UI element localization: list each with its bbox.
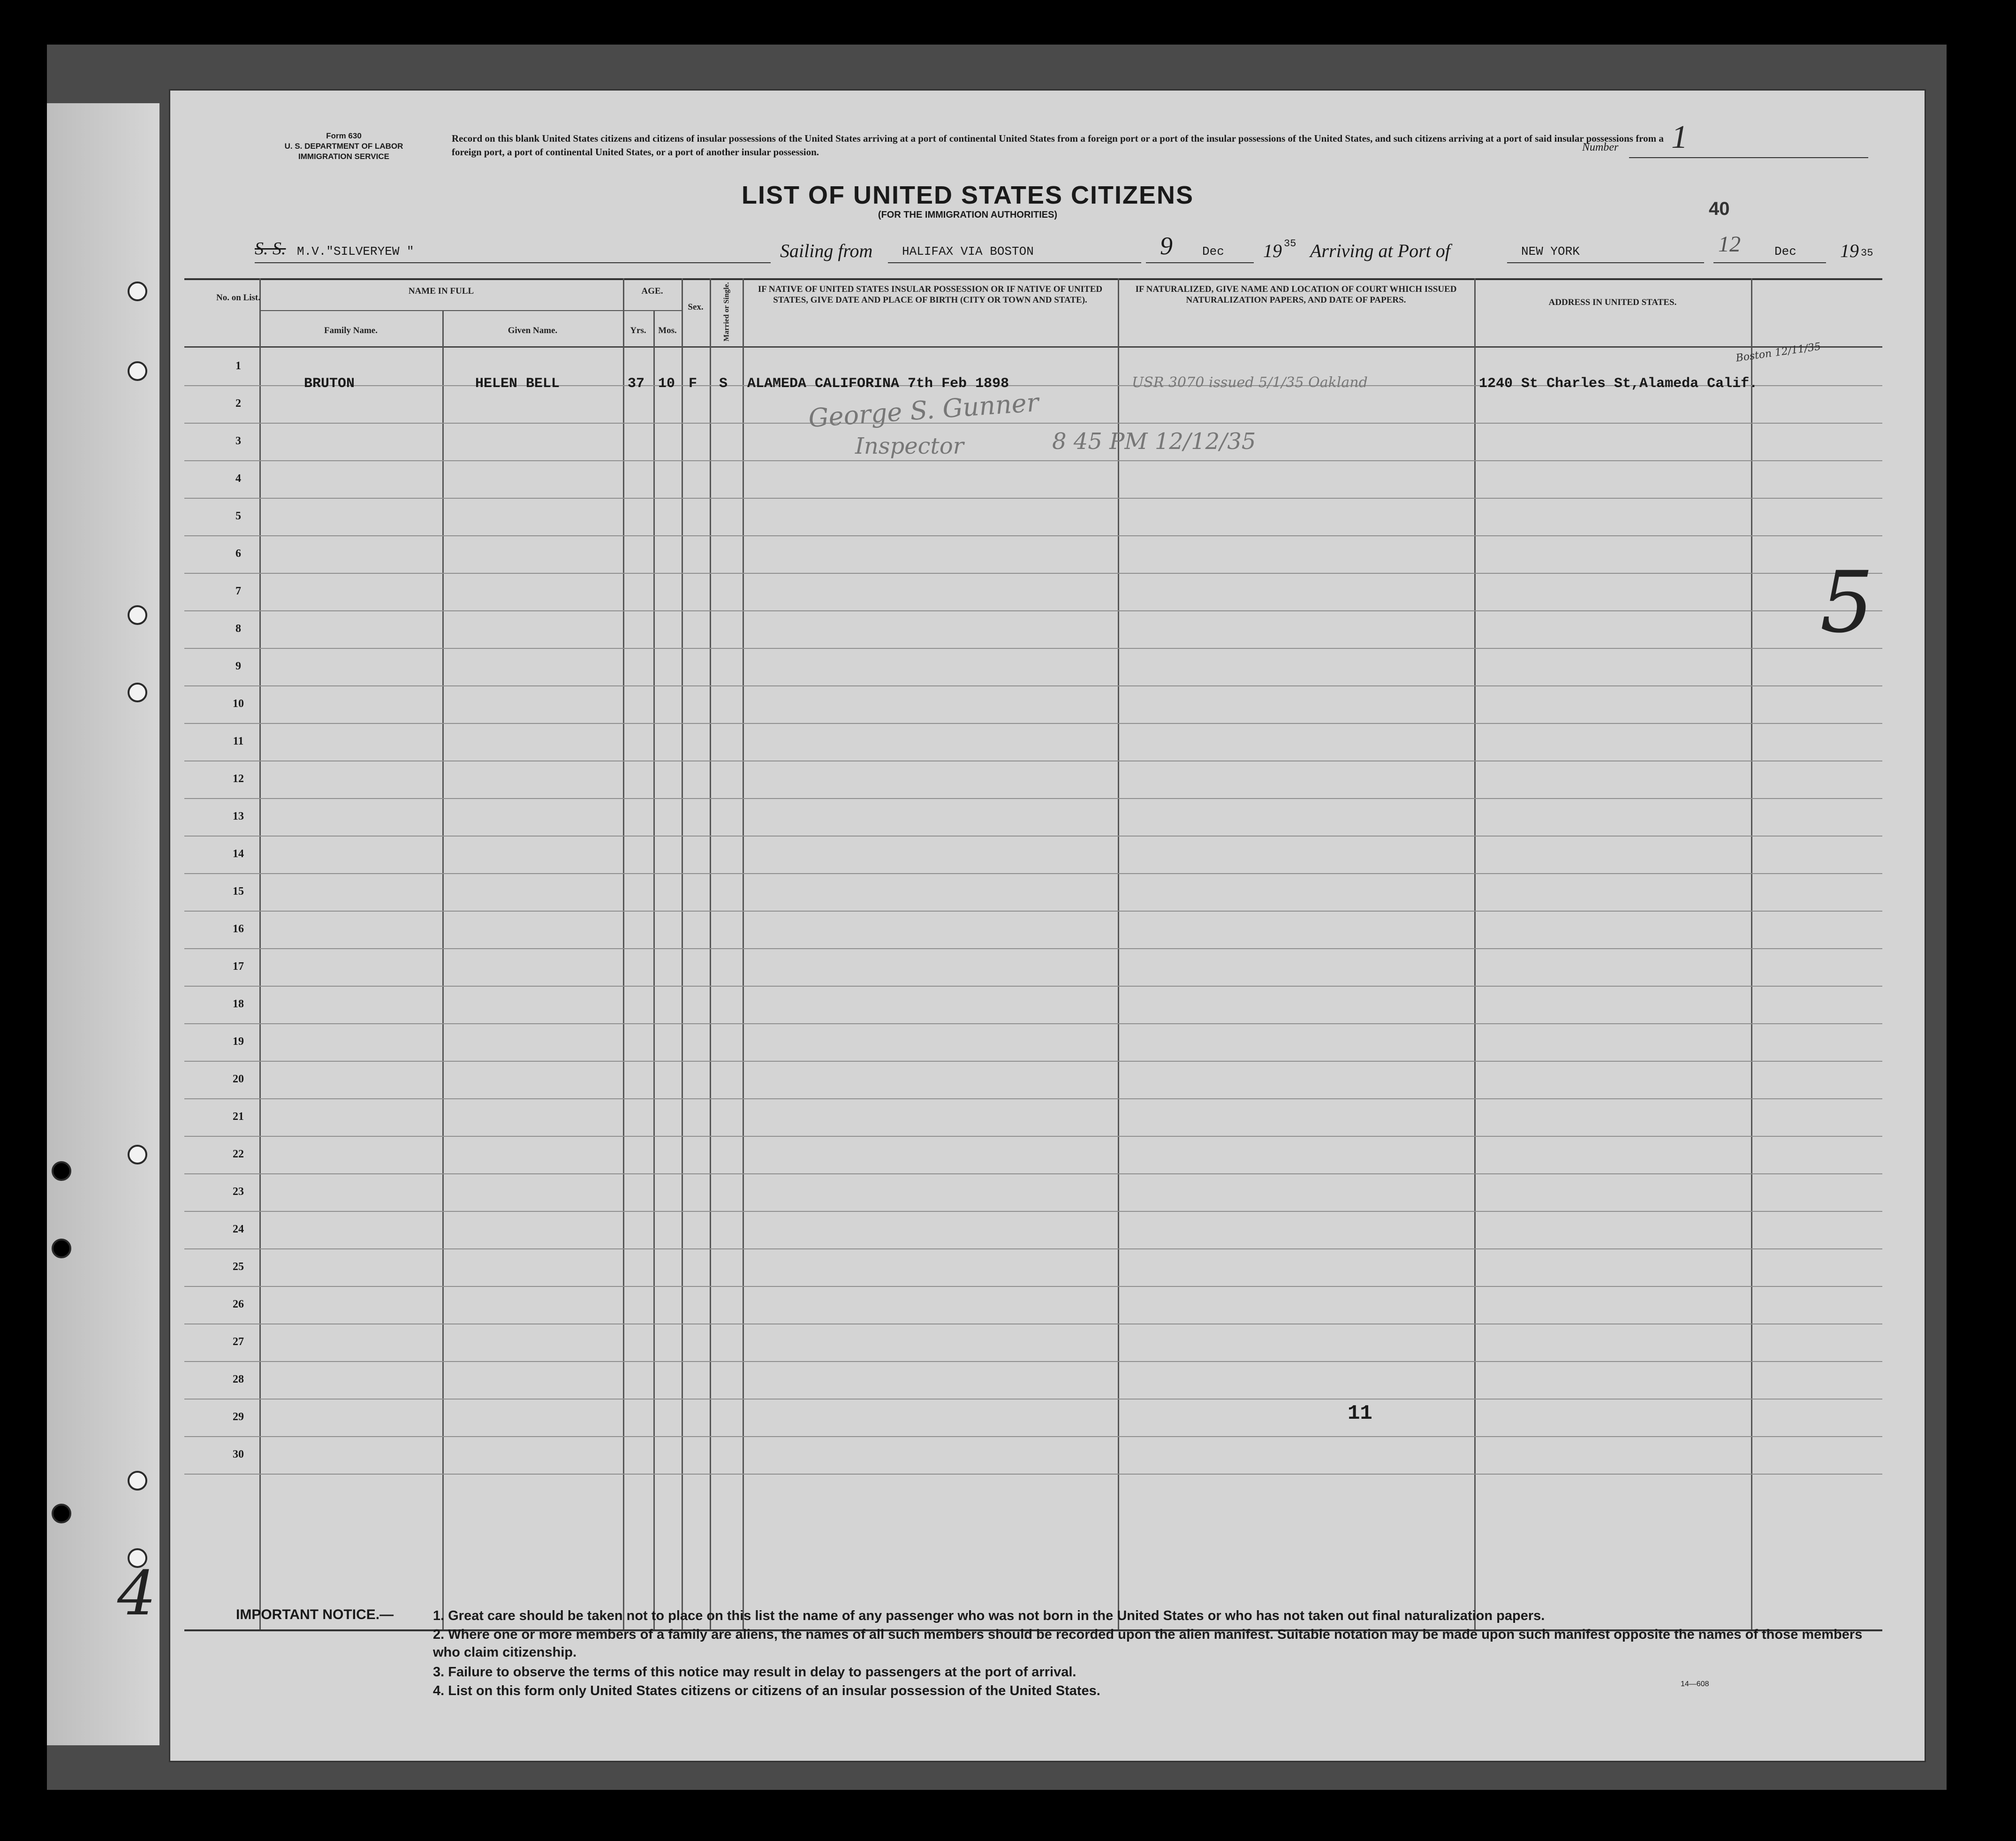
inspector-signature: George S. Gunner [807,387,1040,434]
col-naturalized: IF NATURALIZED, GIVE NAME AND LOCATION OF COURT WHICH ISSUED NATURALIZATION PAPERS, AND DATE OF PAPERS. [1135,284,1457,305]
notice-item-2: 2. Where one or more members of a family are aliens, the names of all such members should be recorded upon the alien manifest. Suitable notation may be made upon such manifest opposite the names of those members who claim citizenship. [433,1627,1863,1660]
date-underline [1146,262,1254,263]
ss-label-struck: S. S. [255,239,286,259]
depart-month: Dec [1202,244,1224,259]
page-title: LIST OF UNITED STATES CITIZENS [742,181,1194,209]
table-row [184,460,1882,461]
subheader-rule [259,310,682,311]
column-rule [1118,278,1119,1629]
arrive-year-prefix: 19 [1840,240,1859,261]
col-no-on-list: No. on List. [216,293,260,303]
row-number: 14 [233,848,244,860]
row-1-sex: F [689,376,697,392]
form-identifier [245,131,442,162]
binder-hole [52,1504,71,1523]
table-row [184,423,1882,424]
table-row [184,1399,1882,1400]
column-rule [710,278,711,1629]
row-number: 8 [235,623,241,635]
binder-hole [52,1239,71,1258]
row-number: 21 [233,1111,244,1123]
binder-strip [47,103,159,1745]
arrival-port-underline [1507,262,1704,263]
row-number: 26 [233,1298,244,1310]
col-name-in-full: NAME IN FULL [408,286,474,296]
table-row [184,498,1882,499]
row-number: 4 [235,472,241,485]
row-number: 24 [233,1223,244,1235]
row-number: 10 [233,698,244,710]
port-underline [888,262,1141,263]
table-row [184,836,1882,837]
margin-mark-left: 4 [117,1558,156,1629]
row-number: 28 [233,1373,244,1385]
binder-hole [128,683,147,702]
row-number: 27 [233,1336,244,1348]
table-row [184,1286,1882,1287]
list-number: 1 [1671,119,1688,155]
table-row [184,1211,1882,1212]
number-label: Number [1582,141,1619,153]
row-1-age-months: 10 [658,376,675,392]
table-row [184,535,1882,536]
column-rule [743,278,744,1629]
row-number: 9 [235,660,241,672]
header-bottom-border [184,346,1882,348]
row-1-marital-status: S [719,376,728,392]
table-row [184,1173,1882,1174]
margin-mark: 5 [1820,554,1874,652]
row-number: 25 [233,1261,244,1273]
table-row [184,1136,1882,1137]
arrive-day: 12 [1718,232,1741,257]
notice-item-1: 1. Great care should be taken not to place on this list the name of any passenger who was not born in the United States or who has not taken out final naturalization papers. [433,1608,1545,1623]
row-1-family-name: BRUTON [304,376,355,392]
notice-item-3: 3. Failure to observe the terms of this notice may result in delay to passengers at the port of arrival. [433,1665,1076,1680]
arrive-month: Dec [1774,244,1796,259]
col-yrs: Yrs. [630,326,646,335]
table-row [184,798,1882,799]
depart-year-suffix: 35 [1284,238,1296,250]
table-row [184,610,1882,611]
table-row [184,1248,1882,1249]
table-row [184,1361,1882,1362]
table-row [184,648,1882,649]
column-rule [682,278,683,1629]
binder-hole [52,1161,71,1181]
arrive-year-suffix: 35 [1861,247,1873,259]
column-rule [442,311,444,1629]
binder-hole [128,1471,147,1491]
table-row [184,1023,1882,1024]
row-number: 6 [235,548,241,560]
row-number: 18 [233,998,244,1010]
col-age: AGE. [641,286,663,296]
table-row [184,573,1882,574]
inspection-time-date: 8 45 PM 12/12/35 [1052,428,1256,455]
table-row [184,1061,1882,1062]
number-underline [1629,157,1868,158]
column-rule [1474,278,1476,1629]
table-top-border [184,278,1882,280]
row-number: 23 [233,1186,244,1198]
row-number: 29 [233,1411,244,1423]
column-rule [623,278,624,1629]
table-row [184,873,1882,874]
row-number: 30 [233,1448,244,1461]
table-row [184,986,1882,987]
row-1-birth-info: ALAMEDA CALIFORINA 7th Feb 1898 [747,376,1009,392]
row-number: 2 [235,397,241,410]
department-name: U. S. DEPARTMENT OF LABOR [284,142,403,151]
row-number: 1 [235,360,241,372]
col-family-name: Family Name. [324,326,378,335]
row-number: 22 [233,1148,244,1160]
sailing-from-label: Sailing from [780,240,873,261]
notice-label: IMPORTANT NOTICE.— [236,1607,394,1622]
vessel-underline [255,262,771,263]
col-address: ADDRESS IN UNITED STATES. [1548,297,1677,307]
passenger-table [184,278,1925,1629]
row-number: 13 [233,810,244,822]
row-1-age-years: 37 [628,376,645,392]
form-number: Form 630 [326,131,362,140]
table-row [184,1436,1882,1437]
row-1-given-name: HELEN BELL [475,376,560,392]
row-number: 16 [233,923,244,935]
row-number: 3 [235,435,241,447]
arrive-date-underline [1713,262,1826,263]
col-mos: Mos. [658,326,677,335]
table-row [184,723,1882,724]
notice-item-4: 4. List on this form only United States citizens or citizens of an insular possession of the United States. [433,1683,1100,1698]
col-native: IF NATIVE OF UNITED STATES INSULAR POSSESSION OR IF NATIVE OF UNITED STATES, GIVE DATE AND PLACE OF BIRTH (CITY OR TOWN AND STATE). [758,284,1103,305]
form-instructions: Record on this blank United States citizens and citizens of insular possessions of the United States arriving at a port of continental United States from a foreign port or a port of the insular possessions of the United States, and such citizens arriving at a port of said insular possessions from a foreign port, a port of continental United States, or a port of another insular possession. [452,133,1664,158]
binder-hole [128,361,147,381]
table-row [184,1474,1882,1475]
row-number: 11 [233,735,244,747]
table-row [184,911,1882,912]
col-given-name: Given Name. [508,326,558,335]
row-number: 15 [233,885,244,898]
form-code: 14—608 [1681,1680,1709,1688]
column-rule [653,311,655,1629]
arriving-label: Arriving at Port of [1310,240,1450,261]
page-count: 11 [1348,1402,1372,1425]
table-row [184,1098,1882,1099]
column-rule [1751,278,1752,1629]
sailing-from-port: HALIFAX VIA BOSTON [902,244,1034,259]
row-number: 12 [233,773,244,785]
margin-note: Boston 12/11/35 [1735,341,1822,365]
col-sex: Sex. [688,302,704,312]
inspector-title: Inspector [855,433,964,459]
manifest-sheet [169,89,1926,1762]
table-row [184,685,1882,686]
depart-year-prefix: 19 [1263,240,1282,261]
row-number: 19 [233,1035,244,1048]
binder-hole [128,605,147,625]
page-number: 40 [1709,198,1730,219]
vessel-name: M.V."SILVERYEW " [297,244,414,259]
binder-hole [128,1145,147,1164]
row-number: 5 [235,510,241,522]
naturalization-note: USR 3070 issued 5/1/35 Oakland [1132,374,1368,391]
row-1-address: 1240 St Charles St,Alameda Calif. [1479,376,1758,392]
service-name: IMMIGRATION SERVICE [298,152,389,161]
table-row [184,948,1882,949]
binder-hole [128,281,147,301]
depart-day: 9 [1160,232,1173,260]
col-married-or-single: Married or Single. [722,282,731,342]
row-number: 7 [235,585,241,597]
row-number: 20 [233,1073,244,1085]
page-subtitle: (FOR THE IMMIGRATION AUTHORITIES) [878,210,1058,220]
row-number: 17 [233,960,244,973]
arrival-port: NEW YORK [1521,244,1580,259]
